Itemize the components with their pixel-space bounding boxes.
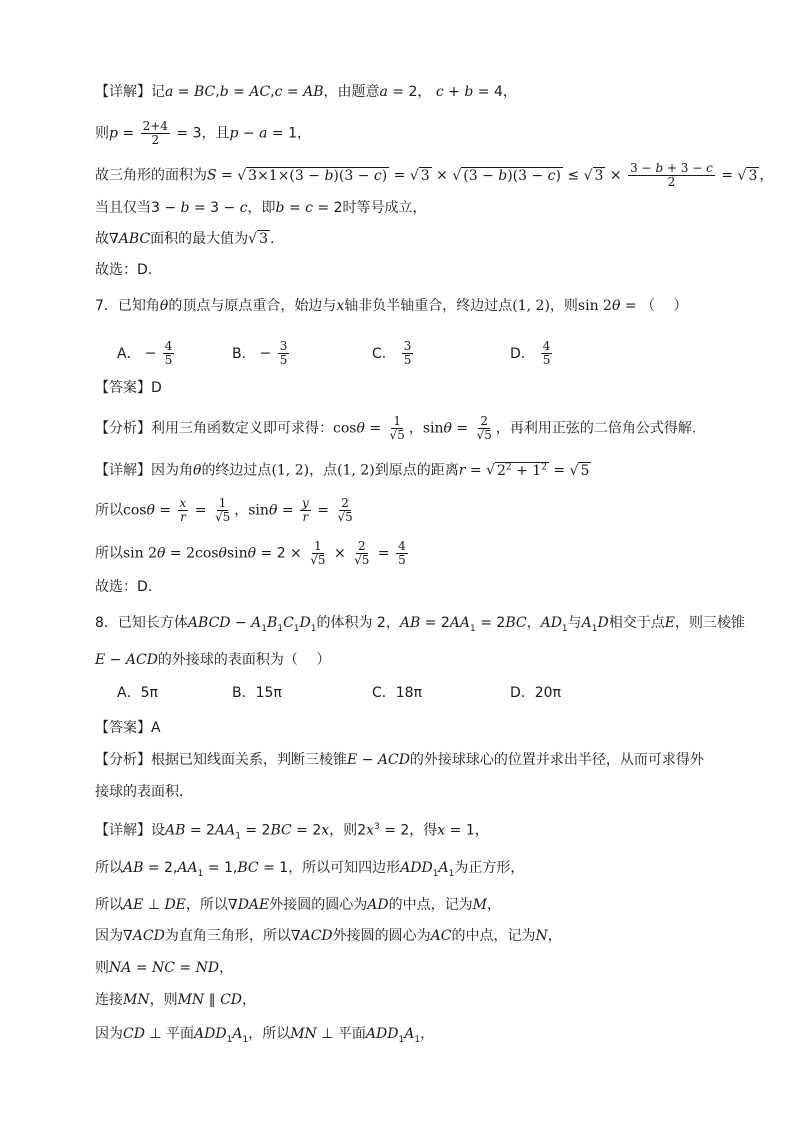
option-8d: D．20π <box>510 685 562 701</box>
question-8: 8．已知长方体ABCD − $A_1B_1C_1D_1$的体积为 2，AB = $2AA_1 = 2BC$，$AD_1$与$A_1D$相交于点E，则三棱锥 <box>95 615 745 634</box>
detail-line-3: 故三角形的面积为S = √ 3×1×(3 − b)(3 − c) = √ 3 × √ (3 − b)(3 − c) ≤ √ 3 × $\frac{3 - b + 3 - c}{2}$ = √ 3 ， <box>95 161 774 189</box>
option-8a: A．5π <box>117 685 158 701</box>
analysis-7: 【分析】利用三角函数定义即可求得：cosθ = $\frac{1}{√5}$ ，sinθ = $\frac{2}{√5}$ ，再利用正弦的二倍角公式得解. <box>95 414 697 442</box>
option-c: C． $\frac{3}{5}$ <box>372 339 412 367</box>
option-b: B． − $\frac{3}{5}$ <box>232 339 288 367</box>
option-8b: B．15π <box>232 685 282 701</box>
option-d: D． $\frac{4}{5}$ <box>510 339 551 367</box>
detail-7-line-2: 所以cosθ = $\frac{x}{r}$ = $\frac{1}{√5}$ ，sinθ = $\frac{y}{r}$ = $\frac{2}{√5}$ <box>95 496 353 524</box>
detail-line-2: 则p = $\frac{2+4}{2}$ = 3，且p − a = 1， <box>95 119 311 147</box>
detail-8-line-7: 因为CD ⊥ 平面$ADD_1A_1$，所以MN ⊥ 平面$ADD_1A_1$， <box>95 1026 435 1045</box>
answer-8: 【答案】A <box>95 720 161 736</box>
question-7: 7．已知角θ的顶点与原点重合，始边与x轴非负半轴重合，终边过点(1, 2)，则sin 2θ = （ ） <box>95 298 688 314</box>
detail-8-line-3: 所以AE ⊥ DE，所以∇DAE外接圆的圆心为AD的中点，记为M， <box>95 897 501 913</box>
question-8-line-2: E − ACD的外接球的表面积为（ ） <box>95 652 331 668</box>
answer-7: 【答案】D <box>95 380 162 396</box>
option-a: A． − $\frac{4}{5}$ <box>117 339 173 367</box>
detail-7-conclusion: 故选：D. <box>95 579 153 595</box>
analysis-8: 【分析】根据已知线面关系，判断三棱锥E − ACD的外接球球心的位置并求出半径，从而可求得外 <box>95 752 704 768</box>
detail-line-1: 【详解】记a = BC,b = AC,c = AB，由题意a = 2， c + b = 4， <box>95 84 517 100</box>
detail-tag: 【详解】 <box>95 84 151 100</box>
detail-7-line-1: 【详解】因为角θ的终边过点(1, 2)，点(1, 2)到原点的距离r = √ $2^2 + 1^2$ = √ 5 <box>95 462 590 479</box>
detail-8-line-6: 连接MN，则MN ∥ CD， <box>95 992 257 1008</box>
detail-line-4: 当且仅当3 − b = 3 − c，即b = c = 2时等号成立， <box>95 200 427 216</box>
analysis-8-line-2: 接球的表面积. <box>95 784 184 800</box>
option-8c: C．18π <box>372 685 423 701</box>
detail-8-line-1: 【详解】设AB = $2AA_1 = 2BC = 2x$，则$2x^3 = 2$，得x = 1， <box>95 822 489 842</box>
detail-line-5: 故∇ABC面积的最大值为√ 3 . <box>95 231 275 247</box>
detail-8-line-5: 则NA = NC = ND， <box>95 960 234 976</box>
detail-8-line-4: 因为∇ACD为直角三角形，所以∇ACD外接圆的圆心为AC的中点，记为N， <box>95 928 562 944</box>
detail-8-line-2: 所以AB = $2,AA_1 = 1,BC = 1$，所以可知四边形$ADD_1A_1$为正方形， <box>95 860 525 879</box>
detail-conclusion: 故选：D. <box>95 262 153 278</box>
detail-7-line-3: 所以sin 2θ = 2cosθsinθ = 2 × $\frac{1}{√5}$ × $\frac{2}{√5}$ = $\frac{4}{5}$ <box>95 539 406 567</box>
